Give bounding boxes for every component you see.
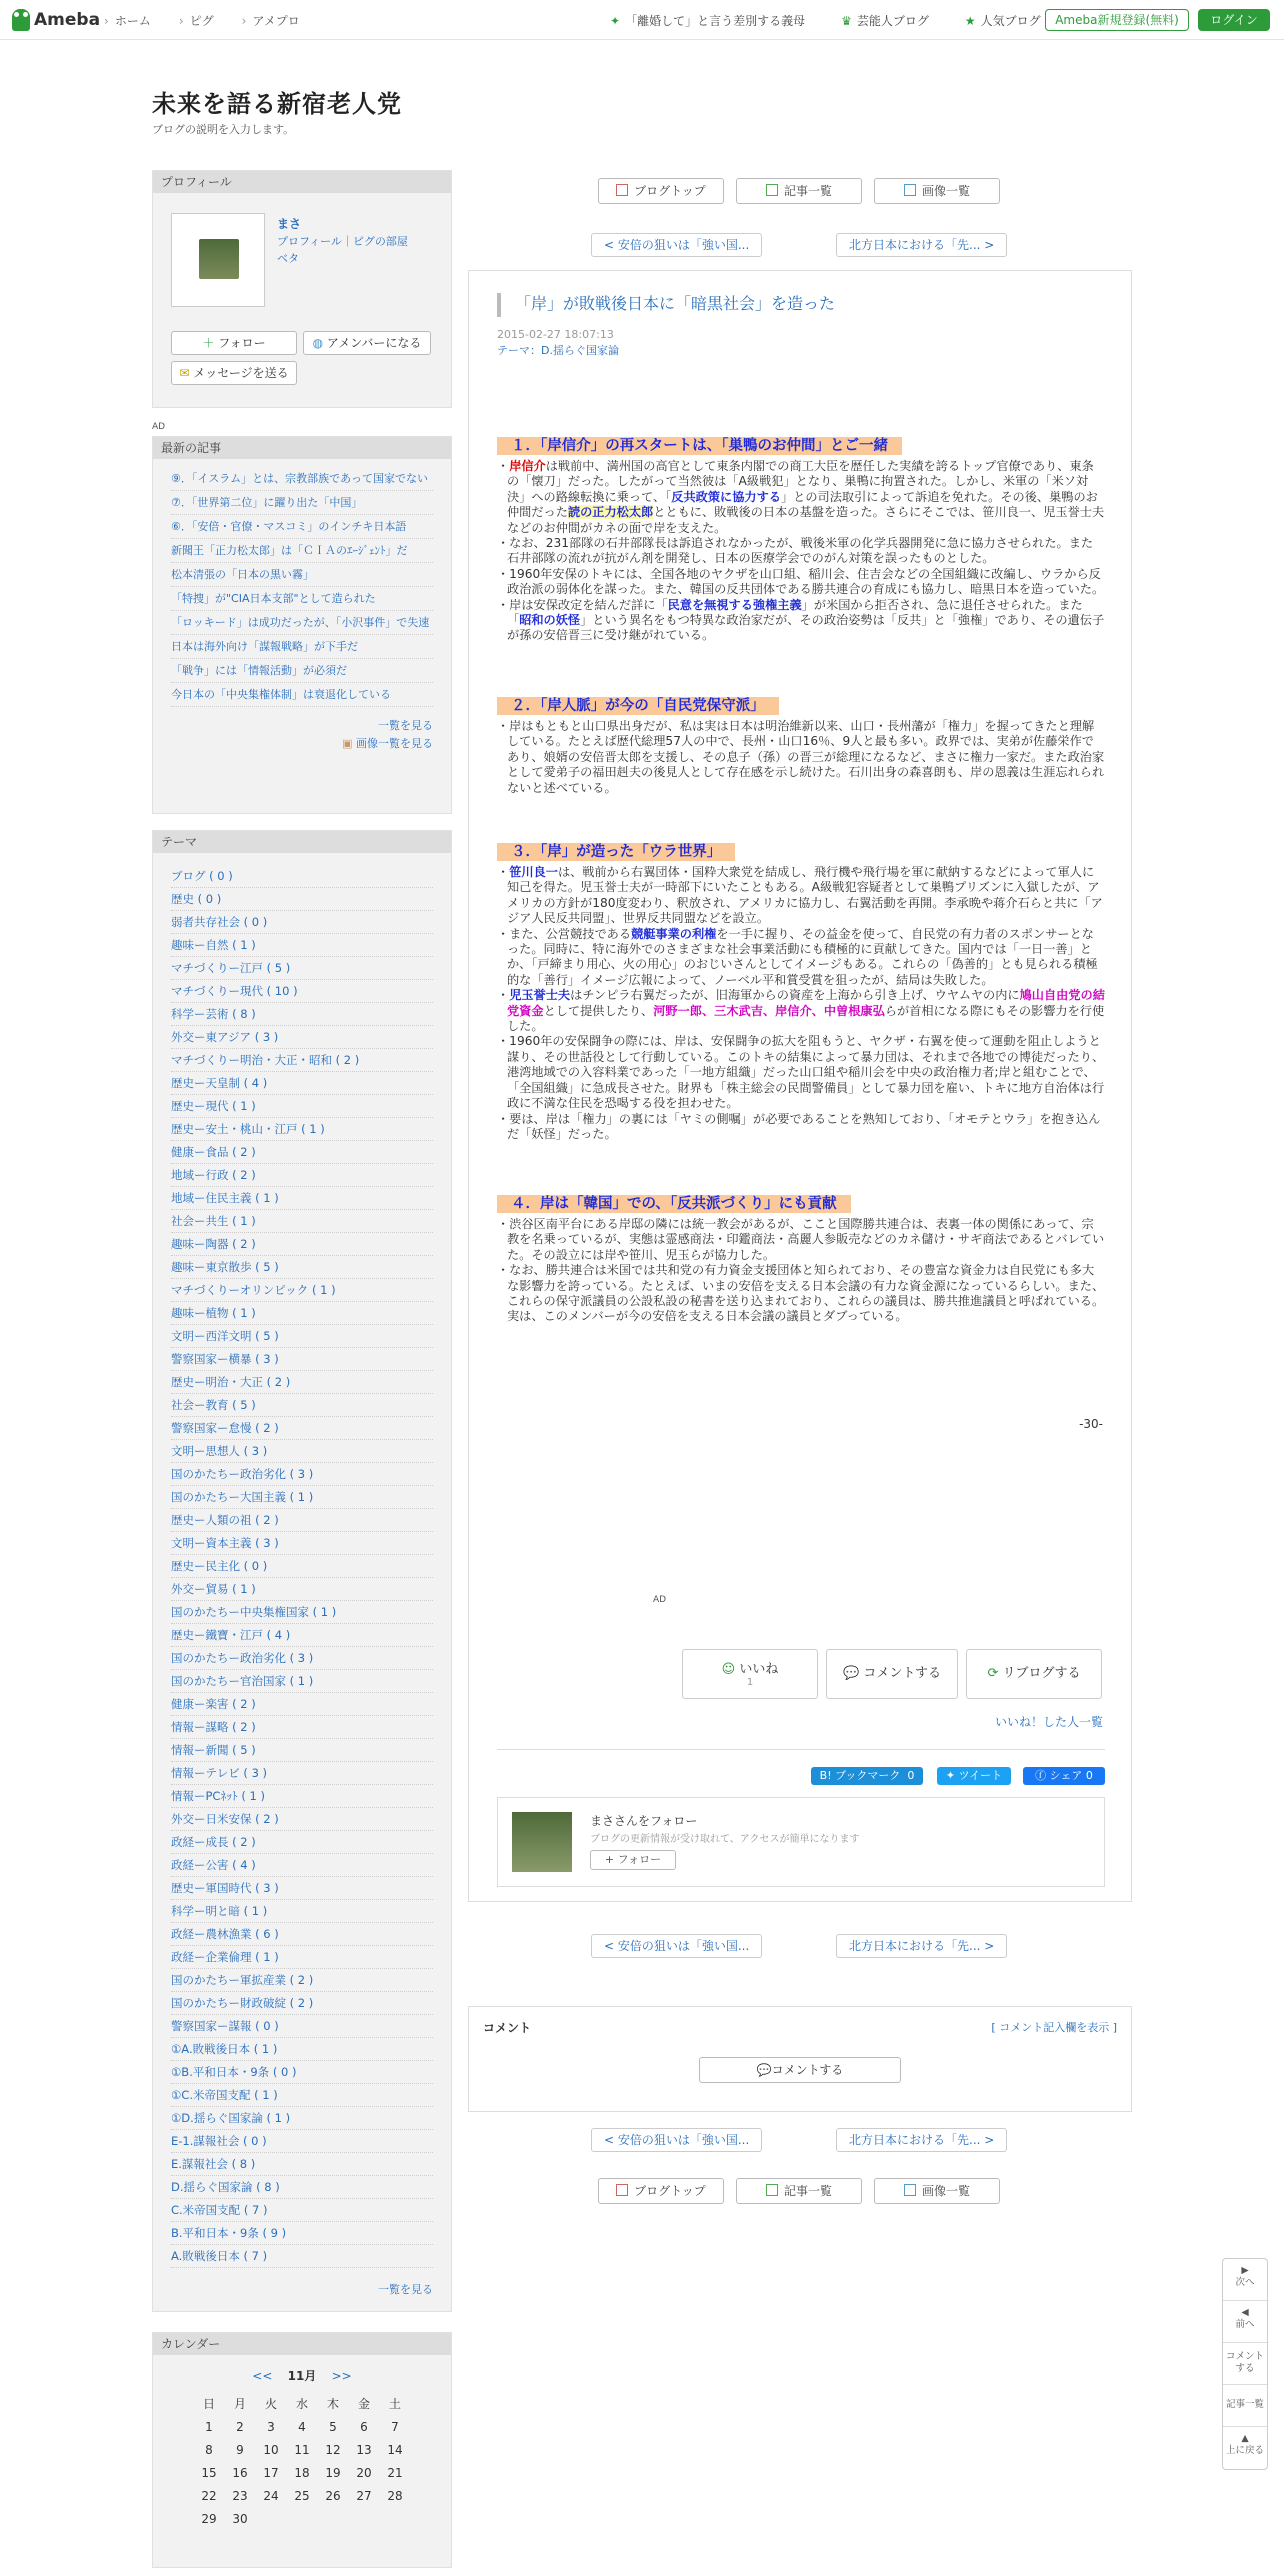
next-article-link-bottom[interactable]: 北方日本における「先... > — [836, 1934, 1007, 1958]
comments-header: コメント — [483, 2021, 532, 2035]
play-icon: ▶ — [1241, 2265, 1249, 2276]
recent-item[interactable]: 新聞王「正力松太郎」は「ＣＩＡのｴｰｼﾞｪﾝﾄ」だ — [171, 539, 433, 563]
profile-room-link[interactable]: プロフィール｜ピグの部屋 — [277, 235, 408, 248]
theme-item[interactable]: 情報ーPCﾈｯﾄ ( 1 ) — [171, 1785, 433, 1808]
theme-item[interactable]: 政経ー公害 ( 4 ) — [171, 1854, 433, 1877]
calendar-weekday: 金 — [357, 2397, 370, 2411]
calendar-weekday: 月 — [233, 2397, 246, 2411]
section-heading-2: ２．「岸人脈」が今の「自民党保守派」 — [497, 697, 779, 715]
paragraph: ・なお、231部隊の石井部隊長は訴追されなかったが、戦後米軍の化学兵器開発に急に協力させられた。また石井部隊の流れが抗がん剤を開発し、日本の医療学会でのがん対策を誤ったものとした。 — [497, 536, 1094, 566]
message-label: メッセージを送る — [193, 366, 289, 380]
follow-avatar — [512, 1812, 572, 1872]
paragraph: ・岸は安保改定を結んだ詳に「民意を無視する強権主義」が米国から拒否され、急に退任させられた。また「昭和の妖怪」という異名をもつ特異な政治家だが、その政治姿勢は「反共」と「強権」であり、その遺伝子が孫の安倍晋三に受け継がれている。 — [497, 597, 1105, 643]
star-icon: ★ — [964, 14, 976, 28]
theme-item[interactable]: 歴史 ( 0 ) — [171, 888, 433, 911]
comment-icon: 💬 — [756, 2063, 772, 2077]
theme-item[interactable]: 国のかたちー政治劣化 ( 3 ) — [171, 1647, 433, 1670]
theme-header: テーマ — [153, 831, 451, 853]
article-theme[interactable]: テーマ：D.揺らぐ国家論 — [497, 344, 619, 357]
recent-item[interactable]: ⑦．「世界第二位」に躍り出た「中国」 — [171, 491, 433, 515]
section-body-1 — [497, 459, 1105, 644]
profile-header: プロフィール — [153, 171, 451, 193]
theme-item[interactable]: 警察国家ー横暴 ( 3 ) — [171, 1348, 433, 1371]
recent-box — [152, 436, 452, 814]
theme-item[interactable]: 情報ー謀略 ( 2 ) — [171, 1716, 433, 1739]
back-icon: ◀ — [1241, 2307, 1249, 2318]
calendar-day: 11 — [294, 2442, 310, 2457]
like-count: 1 — [746, 1677, 754, 1688]
paragraph: ・岸はもともと山口県出身だが、私は実は日本は明治維新以来、山口・長州藩が「権力」を握ってきたと理解している。たとえば歴代総理57人の中で、長州・山口16％、9人と最も多い。政界では、実弟が佐藤栄作であり、娘婿の安倍晋太郎を支援し、その息子（孫）の晋三が総理になるなど、まさに権力一家だ。また政治家として愛弟子の福田赳夫の後見人として存在感を示し続けた。石川出身の森喜朗も、岸の恩義は生涯忘れられないと述べている。 — [497, 719, 1105, 795]
smile-icon: ☺ — [721, 1662, 740, 1677]
top-link-2[interactable] — [841, 12, 947, 29]
calendar-next[interactable]: >> — [331, 2369, 352, 2383]
follow-desc: ブログの更新情報が受け取れて、アクセスが簡単になります — [590, 1834, 860, 1845]
float-top-label: 上に戻る — [1225, 2445, 1264, 2456]
recent-item[interactable]: 「特捜」が"CIA日本支部"として造られた — [171, 587, 433, 611]
show-comment-form-link[interactable]: [ コメント記入欄を表示 ] — [991, 2021, 1117, 2034]
article-list-label: 記事一覧 — [783, 2184, 832, 2198]
blog-top-label: ブログトップ — [634, 2184, 706, 2198]
section-body-3 — [497, 865, 1105, 1142]
article-list-label: 記事一覧 — [783, 184, 832, 198]
recent-item[interactable]: ⑥．「安倍・官僚・マスコミ」のインチキ日本語 — [171, 515, 433, 539]
calendar-day: 16 — [232, 2465, 248, 2480]
home-icon — [616, 184, 628, 196]
recent-more-link[interactable]: 一覧を見る — [378, 719, 433, 732]
calendar-box — [152, 2332, 452, 2568]
up-icon: ▲ — [1241, 2433, 1249, 2444]
hatena-count: 0 — [907, 1769, 915, 1782]
recent-images-label: 画像一覧を見る — [356, 737, 433, 750]
calendar-day — [349, 2507, 380, 2530]
theme-item[interactable]: C.米帝国支配 ( 7 ) — [171, 2199, 433, 2222]
comments-box — [468, 2006, 1132, 2112]
float-prev-label: 前へ — [1235, 2319, 1255, 2330]
calendar-weekday: 水 — [295, 2397, 308, 2411]
calendar-day: 14 — [387, 2442, 403, 2457]
article-ad-label: AD — [653, 1595, 667, 1605]
login-button[interactable]: ログイン — [1198, 9, 1270, 31]
comment-button-label: コメントする — [771, 2063, 844, 2077]
theme-item[interactable]: A.敗戦後日本 ( 7 ) — [171, 2245, 433, 2268]
theme-item[interactable]: D.揺らぐ国家論 ( 8 ) — [171, 2176, 433, 2199]
sparkle-icon: ✦ — [610, 14, 621, 28]
hatena-label: B! ブックマーク — [819, 1769, 901, 1782]
logo-text: Ameba — [34, 10, 101, 30]
image-list-label: 画像一覧 — [921, 2184, 970, 2198]
calendar-day: 18 — [294, 2465, 310, 2480]
theme-item[interactable]: 社会ー教育 ( 5 ) — [171, 1394, 433, 1417]
theme-item[interactable]: 警察国家ー謀報 ( 0 ) — [171, 2015, 433, 2038]
calendar-day — [380, 2507, 411, 2530]
profile-name[interactable]: まさ — [277, 217, 302, 231]
theme-item[interactable]: 外交ー東アジア ( 3 ) — [171, 1026, 433, 1049]
theme-item[interactable]: 政経ー農林漁業 ( 6 ) — [171, 1923, 433, 1946]
calendar-weekday: 日 — [202, 2397, 215, 2411]
article-date: 2015-02-27 18:07:13 — [497, 328, 614, 341]
reblog-button[interactable] — [966, 1649, 1102, 1699]
follow-title: まささんをフォロー — [590, 1814, 698, 1828]
blog-description: ブログの説明を入力します。 — [152, 123, 295, 136]
calendar-day: 19 — [325, 2465, 341, 2480]
blog-top-label: ブログトップ — [634, 184, 706, 198]
calendar-day: 12 — [325, 2442, 341, 2457]
follow-button[interactable] — [171, 331, 297, 355]
theme-item[interactable]: 科学ー芸術 ( 8 ) — [171, 1003, 433, 1026]
theme-item[interactable]: 趣味ー東京散歩 ( 5 ) — [171, 1256, 433, 1279]
calendar-day: 17 — [263, 2465, 279, 2480]
prev-article-link[interactable]: < 安倍の狙いは「強い国... — [591, 233, 762, 257]
paragraph: ・1960年の安保闘争の際には、岸は、安保闘争の拡大を阻もうと、ヤクザ・右翼を使って運動を阻止しようと謀り、その世話役として行動している。このトキの結集によって暴力団は、それまで各地での博徒だったり、港湾地域での入容料業であった「一地方組織」だった山口組や稲川会を中央の政治権力者;岸と組むことで、「全国組織」に急成長させた。財界も「株主総会の民間警備員」として暴力団を雇い、トキに地方自治体は行政に不満な住民を恐喝する役を担わせた。 — [497, 1034, 1105, 1111]
theme-item[interactable]: 外交ー貿易 ( 1 ) — [171, 1578, 433, 1601]
reblog-label: リブログする — [1002, 1666, 1081, 1681]
theme-item[interactable]: マチづくりーオリンピック ( 1 ) — [171, 1279, 433, 1302]
nav-home[interactable]: › ホーム — [104, 12, 151, 29]
member-icon: ◍ — [312, 336, 327, 350]
calendar-day: 9 — [236, 2442, 244, 2457]
theme-item[interactable]: 健康ー食品 ( 2 ) — [171, 1141, 433, 1164]
image-list-button[interactable] — [874, 178, 1000, 204]
calendar-day: 8 — [205, 2442, 213, 2457]
calendar-day: 1 — [205, 2419, 213, 2434]
calendar-day: 22 — [201, 2488, 217, 2503]
recent-item[interactable]: ⑨．「イスラム」とは、宗教部族であって国家でない — [171, 467, 433, 491]
paragraph: ・要は、岸は「権力」の裏には「ヤミの側嘱」が必要であることを熟知しており、「オモテとウラ」を抱き込んだ「妖怪」だった。 — [497, 1111, 1101, 1141]
calendar-day: 26 — [325, 2488, 341, 2503]
float-next-label: 次へ — [1235, 2277, 1255, 2288]
blog-top-button-bottom[interactable] — [598, 2178, 724, 2204]
like-label: いいね — [739, 1662, 779, 1677]
calendar-month: 11月 — [287, 2369, 317, 2383]
theme-item[interactable]: 歴史ー現代 ( 1 ) — [171, 1095, 433, 1118]
calendar-day: 6 — [360, 2419, 368, 2434]
list-icon — [766, 2184, 778, 2196]
theme-item[interactable]: 政経ー企業倫理 ( 1 ) — [171, 1946, 433, 1969]
paragraph: ・また、公営競技である競艇事業の利権を一手に握り、その益金を使って、自民党の有力者のスポンサーとなった。同時に、特に海外でのさまざまな社会事業活動にも積極的に貢献してきた。国内では「一日一善」とか、「戸締まり用心、火の用心」のおじいさんとしてイメージもある。これらの「偽善的」とも見られる積極的な「善行」イメージ広報によって、ノーベル平和賞受賞を狙ったが、結局は失敗した。 — [497, 926, 1098, 987]
facebook-icon: ⓕ — [1035, 1769, 1050, 1782]
divider — [497, 1749, 1105, 1750]
theme-item[interactable]: B.平和日本・9条 ( 9 ) — [171, 2222, 433, 2245]
article-list-button-bottom[interactable] — [736, 2178, 862, 2204]
calendar-month-nav — [153, 2367, 451, 2384]
recent-item[interactable]: 今日本の「中央集権体制」は衰退化している — [171, 683, 433, 707]
float-comment-button[interactable] — [1223, 2343, 1267, 2385]
next-article-link[interactable]: 北方日本における「先... > — [836, 233, 1007, 257]
theme-item[interactable]: 歴史ー鐵寶・江戸 ( 4 ) — [171, 1624, 433, 1647]
theme-item[interactable]: 国のかたちー大国主義 ( 1 ) — [171, 1486, 433, 1509]
theme-item[interactable]: 文明ー西洋文明 ( 5 ) — [171, 1325, 433, 1348]
image-icon: ▣ — [342, 737, 356, 750]
theme-item[interactable]: 情報ーテレビ ( 3 ) — [171, 1762, 433, 1785]
facebook-count: 0 — [1085, 1769, 1093, 1782]
float-list-label: 記事一覧 — [1225, 2399, 1264, 2410]
prev-article-link-footer[interactable]: < 安倍の狙いは「強い国... — [591, 2128, 762, 2152]
theme-item[interactable]: 警察国家ー怠慢 ( 2 ) — [171, 1417, 433, 1440]
calendar-day: 24 — [263, 2488, 279, 2503]
recent-header: 最新の記事 — [153, 437, 451, 459]
float-top-button[interactable] — [1223, 2427, 1267, 2469]
paragraph: ・笹川良一は、戦前から右翼団体・国粋大衆党を結成し、飛行機や飛行場を軍に献納するなどによって軍人に知己を得た。児玉誉士夫が一時部下にいたこともある。A級戦犯容疑者として巣鴨プリズンに入獄したが、アメリカの方針が180度変わり、釈放され、アメリカに協力し、右翼活動を再開。李承晩や蒋介石らと共に「アジア人民反共同盟」、世界反共同盟などを設立。 — [497, 865, 1103, 926]
calendar-day — [318, 2507, 349, 2530]
ameba-logo[interactable] — [12, 9, 100, 31]
theme-item[interactable]: 国のかたちー政治劣化 ( 3 ) — [171, 1463, 433, 1486]
theme-item[interactable]: 地域ー行政 ( 2 ) — [171, 1164, 433, 1187]
top-link-2-label: 芸能人ブログ — [856, 14, 929, 28]
article — [468, 270, 1132, 1902]
next-article-link-footer[interactable]: 北方日本における「先... > — [836, 2128, 1007, 2152]
calendar-day: 28 — [387, 2488, 403, 2503]
global-nav — [104, 12, 328, 29]
profile-box — [152, 170, 452, 408]
follow-box-button[interactable]: + フォロー — [590, 1850, 676, 1870]
calendar-prev[interactable]: << — [252, 2369, 273, 2383]
comment-button[interactable] — [699, 2057, 901, 2083]
theme-list — [153, 853, 451, 2268]
calendar-day: 3 — [267, 2419, 275, 2434]
paragraph: ・岸信介は戦前中、満州国の高官として東条内閣での商工大臣を歴任した実績を誇るトップ官僚であり、東条の「懐刀」だった。したがって当然彼は「A級戦犯」となり、巣鴨に拘置された。しかし、米軍の「米ソ対決」への路線転換に乗って、「反共政策に協力する」との司法取引によって訴追を免れた。その後、巣鴨のお仲間だった読の正力松太郎とともに、敗戦後の日本の基盤を造った。さらにそこでは、笹川良一、児玉誉士夫などのお仲間がカネの面で岸を支えた。 — [497, 459, 1105, 535]
nav-amepro[interactable]: › アメプロ — [242, 12, 300, 29]
theme-item[interactable]: 趣味ー陶器 ( 2 ) — [171, 1233, 433, 1256]
float-comment-label: コメントする — [1225, 2351, 1264, 2374]
top-link-1[interactable] — [610, 12, 823, 29]
tweet-button[interactable] — [937, 1767, 1011, 1785]
theme-item[interactable]: マチづくりー江戸 ( 5 ) — [171, 957, 433, 980]
calendar-header: カレンダー — [153, 2333, 451, 2355]
calendar-weekday: 木 — [326, 2397, 339, 2411]
top-link-3-label: 人気ブログ — [980, 14, 1041, 28]
like-row — [683, 1658, 817, 1677]
recent-item[interactable]: 日本は海外向け「謀報戦略」が下手だ — [171, 635, 433, 659]
calendar-day: 7 — [391, 2419, 399, 2434]
bird-icon: ✦ — [945, 1769, 959, 1782]
calendar-day: 4 — [298, 2419, 306, 2434]
article-title[interactable]: 「岸」が敗戦後日本に「暗黒社会」を造った — [497, 293, 835, 317]
calendar-day: 5 — [329, 2419, 337, 2434]
article-meta — [497, 327, 619, 359]
mail-icon: ✉ — [179, 366, 194, 380]
calendar-day: 25 — [294, 2488, 310, 2503]
theme-item[interactable]: 科学ー明と暗 ( 1 ) — [171, 1900, 433, 1923]
theme-item[interactable]: E-1.謀報社会 ( 0 ) — [171, 2130, 433, 2153]
image-list-label: 画像一覧 — [921, 184, 970, 198]
profile-photo[interactable] — [171, 213, 265, 307]
image-list-button-bottom[interactable] — [874, 2178, 1000, 2204]
theme-item[interactable]: E.謀報社会 ( 8 ) — [171, 2153, 433, 2176]
plus-icon: ＋ — [202, 336, 219, 350]
theme-item[interactable]: ①D.揺らぐ国家論 ( 1 ) — [171, 2107, 433, 2130]
home-icon — [616, 2184, 628, 2196]
calendar-day: 21 — [387, 2465, 403, 2480]
theme-item[interactable]: マチづくりー現代 ( 10 ) — [171, 980, 433, 1003]
message-button[interactable] — [171, 361, 297, 385]
theme-item[interactable]: 歴史ー明治・大正 ( 2 ) — [171, 1371, 433, 1394]
calendar-day: 30 — [232, 2511, 248, 2526]
theme-item[interactable]: ブログ ( 0 ) — [171, 865, 433, 888]
top-bar — [0, 0, 1284, 40]
camera-icon — [904, 184, 916, 196]
prev-article-link-bottom[interactable]: < 安倍の狙いは「強い国... — [591, 1934, 762, 1958]
paragraph: ・渋谷区南平台にある岸邸の隣には統一教会があるが、ここと国際勝共連合は、表裏一体の関係にあって、宗教を名乗っているが、実態は霊感商法・印鑑商法・高麗人参販売などのカネ儲け・サギ商法であるとバレていた。その設立には岸や笹川、児玉らが協力した。 — [497, 1217, 1105, 1262]
theme-item[interactable]: ①A.敗戦後日本 ( 1 ) — [171, 2038, 433, 2061]
theme-item[interactable]: 歴史ー軍国時代 ( 3 ) — [171, 1877, 433, 1900]
theme-item[interactable]: 歴史ー天皇制 ( 4 ) — [171, 1072, 433, 1095]
float-next-button[interactable] — [1223, 2259, 1267, 2301]
comment-action-label: コメントする — [863, 1666, 941, 1681]
frog-icon — [12, 9, 30, 31]
theme-item[interactable]: 国のかたちー軍拡産業 ( 2 ) — [171, 1969, 433, 1992]
theme-item[interactable]: 歴史ー人類の祖 ( 2 ) — [171, 1509, 433, 1532]
float-prev-button[interactable] — [1223, 2301, 1267, 2343]
recent-item[interactable]: 松本清張の「日本の黒い霧」 — [171, 563, 433, 587]
register-button[interactable]: Ameba新規登録(無料) — [1045, 9, 1189, 31]
avatar — [199, 239, 239, 279]
section-heading-1: １．「岸信介」の再スタートは、「巣鴨のお仲間」とご一緒 — [497, 437, 902, 455]
comment-icon: 💬 — [843, 1666, 864, 1681]
theme-item[interactable]: 文明ー思想人 ( 3 ) — [171, 1440, 433, 1463]
follow-box — [497, 1797, 1105, 1887]
page-number: -30- — [1079, 1417, 1103, 1431]
float-list-button[interactable] — [1223, 2385, 1267, 2427]
reblog-icon: ⟳ — [987, 1666, 1003, 1681]
calendar-day: 20 — [356, 2465, 372, 2480]
calendar-day: 2 — [236, 2419, 244, 2434]
ad-label: AD — [152, 422, 166, 432]
theme-item[interactable]: 趣味ー自然 ( 1 ) — [171, 934, 433, 957]
theme-box — [152, 830, 452, 2312]
nav-pigg[interactable]: › ピグ — [179, 12, 214, 29]
follow-label: フォロー — [218, 336, 266, 350]
theme-item[interactable]: ①C.米帝国支配 ( 1 ) — [171, 2084, 433, 2107]
section-body-4 — [497, 1217, 1105, 1325]
comment-action-button[interactable] — [826, 1649, 958, 1699]
theme-item[interactable]: 趣味ー植物 ( 1 ) — [171, 1302, 433, 1325]
theme-item[interactable]: 弱者共存社会 ( 0 ) — [171, 911, 433, 934]
section-heading-3: ３．「岸」が造った「ウラ世界」 — [497, 843, 735, 861]
theme-item[interactable]: 歴史ー民主化 ( 0 ) — [171, 1555, 433, 1578]
section-heading-4: ４．岸は「韓国」での、「反共派づくり」にも貢献 — [497, 1195, 851, 1213]
theme-item[interactable]: 国のかたちー官治国家 ( 1 ) — [171, 1670, 433, 1693]
calendar-day — [256, 2507, 287, 2530]
member-label: アメンバーになる — [326, 336, 422, 350]
blog-title[interactable]: 未来を語る新宿老人党 — [152, 90, 402, 118]
theme-item[interactable]: 外交ー日米安保 ( 2 ) — [171, 1808, 433, 1831]
recent-item[interactable]: 「ロッキード」は成功だったが、「小沢事件」で失速 — [171, 611, 433, 635]
recent-item[interactable]: 「戦争」には「情報活動」が必須だ — [171, 659, 433, 683]
facebook-share-button[interactable] — [1023, 1767, 1105, 1785]
section-body-2 — [497, 719, 1105, 796]
floating-nav — [1222, 2258, 1268, 2470]
crown-icon: ♛ — [841, 14, 852, 28]
calendar-day: 27 — [356, 2488, 372, 2503]
tweet-label: ツイート — [958, 1769, 1003, 1782]
calendar-day — [287, 2507, 318, 2530]
hatena-bookmark-button[interactable] — [811, 1767, 923, 1785]
liked-by-link[interactable]: いいね！した人一覧 — [994, 1715, 1103, 1729]
calendar-weekday: 火 — [264, 2397, 277, 2411]
top-links — [610, 12, 1077, 29]
theme-item[interactable]: 社会ー共生 ( 1 ) — [171, 1210, 433, 1233]
list-icon — [766, 184, 778, 196]
calendar-grid — [194, 2392, 411, 2530]
like-button[interactable] — [682, 1649, 818, 1699]
theme-item[interactable]: ①B.平和日本・9条 ( 0 ) — [171, 2061, 433, 2084]
facebook-label: シェア — [1049, 1769, 1083, 1782]
profile-beta: ベタ — [277, 252, 299, 265]
paragraph: ・1960年安保のトキには、全国各地のヤクザを山口組、稲川会、住吉会などの全国組織に改編し、ウラから反政治派の弱体化を謀った。また、韓国の反共団体である勝共連合の育成にも協力し、暗黒日本を造っていた。 — [497, 566, 1105, 597]
theme-item[interactable]: 健康ー楽害 ( 2 ) — [171, 1693, 433, 1716]
member-button[interactable] — [303, 331, 431, 355]
theme-item[interactable]: 文明ー資本主義 ( 3 ) — [171, 1532, 433, 1555]
theme-item[interactable]: 情報ー新聞 ( 5 ) — [171, 1739, 433, 1762]
theme-item[interactable]: 歴史ー安土・桃山・江戸 ( 1 ) — [171, 1118, 433, 1141]
theme-item[interactable]: 政経ー成長 ( 2 ) — [171, 1831, 433, 1854]
calendar-weekday: 土 — [388, 2397, 401, 2411]
calendar-day: 15 — [201, 2465, 217, 2480]
theme-item[interactable]: マチづくりー明治・大正・昭和 ( 2 ) — [171, 1049, 433, 1072]
theme-more-link[interactable]: 一覧を見る — [378, 2283, 433, 2296]
top-link-1-label: 「離婚して」と言う差別する義母 — [625, 14, 806, 28]
calendar-day: 13 — [356, 2442, 372, 2457]
calendar-day: 29 — [201, 2511, 217, 2526]
blog-top-button[interactable] — [598, 178, 724, 204]
theme-item[interactable]: 国のかたちー財政破綻 ( 2 ) — [171, 1992, 433, 2015]
profile-links — [277, 233, 427, 267]
theme-item[interactable]: 地域ー住民主義 ( 1 ) — [171, 1187, 433, 1210]
paragraph: ・児玉誉士夫はチンピラ右翼だったが、旧海軍からの資産を上海から引き上げ、ウヤムヤの内に鳩山自由党の結党資金として提供したり、河野一郎、三木武吉、岸信介、中曽根康弘らが首相になる際にもその影響力を行使した。 — [497, 988, 1105, 1034]
paragraph: ・なお、勝共連合は米国では共和党の有力資金支援団体と知られており、その豊富な資金力は自民党にも多大な影響力を誇っている。たとえば、いまの安倍を支える日本会議の有力な資金源になっているらしい。また、これらの保守派議員の公設私設の秘書を送り込まれており、これらの議員は、勝共推進議員と呼ばれている。実は、このメンバーが今の安倍を支える日本会議の議員とダブっている。 — [497, 1263, 1105, 1324]
recent-images-link[interactable] — [171, 735, 433, 751]
theme-item[interactable]: 国のかたちー中央集権国家 ( 1 ) — [171, 1601, 433, 1624]
camera-icon — [904, 2184, 916, 2196]
calendar-day: 10 — [263, 2442, 279, 2457]
article-list-button[interactable] — [736, 178, 862, 204]
calendar-day: 23 — [232, 2488, 248, 2503]
